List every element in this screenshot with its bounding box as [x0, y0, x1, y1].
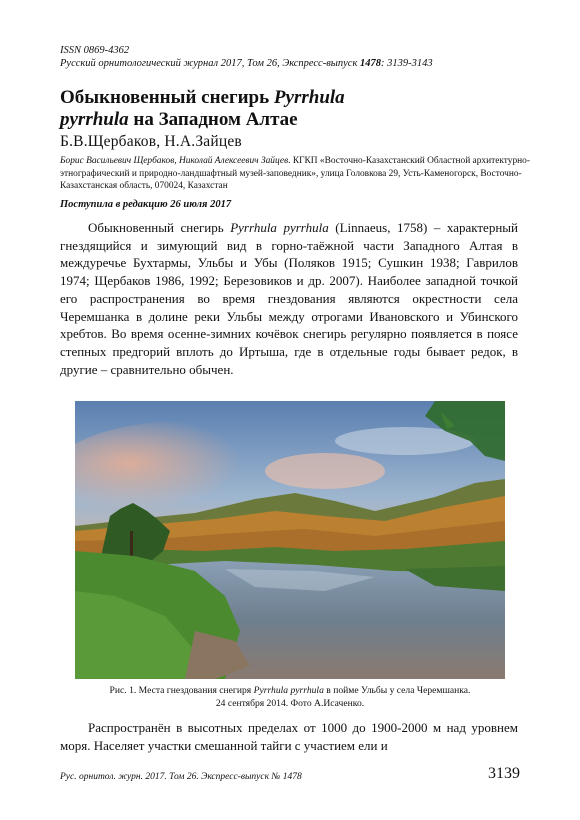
figure-photo [75, 401, 505, 679]
species-name: Pyrrhula [273, 87, 345, 108]
affiliation: Борис Васильевич Щербаков, Николай Алексеевич Зайцев. КГКП «Восточно-Казахстанский Областной архитектурно-этнографический и природно-ландшафтный музей-заповедник», улица Головкова 29, Усть-Каменогорск, Восточно-Казахстанская область, 070024, Казахстан [60, 156, 530, 191]
species-name-inline: Pyrrhula pyrrhula [230, 220, 329, 235]
authors: Б.В.Щербаков, Н.А.Зайцев [60, 133, 242, 150]
body-paragraph: Распространён в высотных пределах от 1000 до 1900-2000 м над уровнем моря. Населяет участки смешанной тайги с участием ели и [60, 720, 518, 753]
journal-header [60, 44, 520, 70]
figure-caption: Рис. 1. Места гнездования снегиря Pyrrhula pyrrhula в пойме Ульбы у села Черемшанка. 24 сентября 2014. Фото А.Исаченко. [60, 685, 520, 710]
page-number: 3139 [488, 765, 520, 782]
footer-citation: Рус. орнитол. журн. 2017. Том 26. Экспресс-выпуск № 1478 [60, 772, 302, 782]
author-names: Борис Васильевич Щербаков, Николай Алексеевич Зайцев [60, 156, 289, 166]
landscape-photo [75, 401, 505, 679]
article-title: Обыкновенный снегирь Pyrrhula pyrrhula на Западном Алтае [60, 87, 345, 130]
caption-species: Pyrrhula pyrrhula [253, 685, 324, 696]
issue-number: 1478 [360, 58, 381, 69]
journal-citation: Русский орнитологический журнал 2017, Том 26, Экспресс-выпуск 1478: 3139-3143 [60, 58, 433, 69]
caption-date-credit: 24 сентября 2014. Фото А.Исаченко. [215, 697, 365, 709]
issn: ISSN 0869-4362 [60, 45, 130, 56]
species-epithet: pyrrhula [60, 109, 129, 130]
abstract-paragraph: Обыкновенный снегирь Pyrrhula pyrrhula (Linnaeus, 1758) – характерный гнездящийся и зимующий вид в горно-таёжной части Западного Алтая в междуречье Бухтармы, Ульбы и Убы (Поляков 1915; Сушкин 1938; Гаврилов 1974; Щербаков 1986, 1992; Березовиков и др. 2007). Наиболее западной точкой его распространения во время гнездования являются окрестности села Черемшанка в долине реки Ульбы между отрогами Ивановского и Убинского хребтов. Во время осенне-зимних кочёвок снегирь регулярно появляется в поясе степных предгорий вплоть до Иртыша, где в отдельные годы бывает редок, в другие – сравнительно обычен. [60, 220, 518, 377]
received-date: Поступила в редакцию 26 июля 2017 [60, 199, 232, 210]
